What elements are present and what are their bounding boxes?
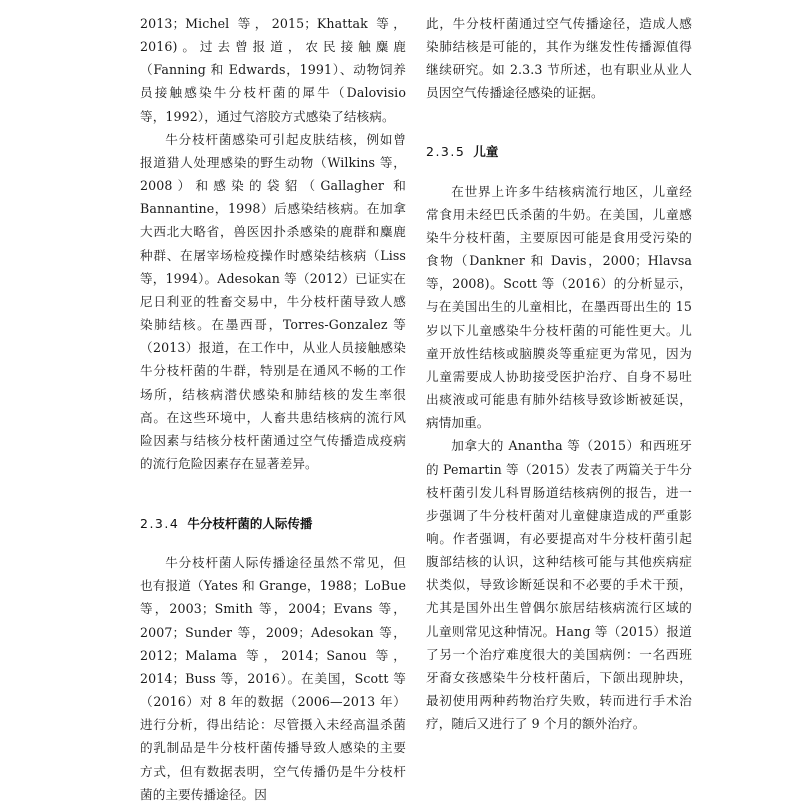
- paragraph-human-transmission: 牛分枝杆菌人际传播途径虽然不常见，但也有报道（Yates 和 Grange，1988；LoBue 等，2003；Smith 等，2004；Evans 等，2007；Sunder 等，2009；Adesokan 等，2012；Malama 等，2014；Sanou 等，2014；Buss 等，2016）。在美国，Scott 等（2016）对 8 年的数据（2006—2013 年）进行分析，得出结论：尽管摄入未经高温杀菌的乳制品是牛分枝杆菌传播导致人感染的主要方式，但有数据表明，空气传播仍是牛分枝杆菌的主要传播途径。因: [140, 555, 406, 802]
- paragraph-children-b: 加拿大的 Anantha 等（2015）和西班牙的 Pemartin 等（2015）发表了两篇关于牛分枝杆菌引发儿科胃肠道结核病例的报告，进一步强调了牛分枝杆菌对儿童健康造成的严重影响。作者强调，有必要提高对牛分枝杆菌引起腹部结核的认识，这种结核可能与其他疾病症状类似，导致诊断延误和不必要的手术干预，尤其是国外出生曾偶尔旅居结核病流行区域的儿童则常见这种情况。Hang 等（2015）报道了另一个治疗难度很大的美国病例：一名西班牙裔女孩感染牛分枝杆菌后，下颌出现肿块，最初使用两种药物治疗失败，转而进行手术治疗，随后又进行了 9 个月的额外治疗。: [426, 438, 692, 732]
- section-number: 2.3.4: [140, 516, 180, 532]
- section-heading-2-3-5: [426, 142, 692, 162]
- paragraph-continued-right: 此，牛分枝杆菌通过空气传播途径，造成人感染肺结核是可能的，其作为继发性传播源值得继续研究。如 2.3.3 节所述，也有职业从业人员因空气传播途径感染的证据。: [426, 16, 692, 101]
- section-number: 2.3.5: [426, 143, 466, 159]
- section-heading-2-3-4: [140, 514, 406, 534]
- section-title: 儿童: [473, 143, 499, 159]
- paragraph-children-a: 在世界上许多牛结核病流行地区，儿童经常食用未经巴氏杀菌的牛奶。在美国，儿童感染牛分枝杆菌，主要原因可能是食用受污染的食物（Dankner 和 Davis，2000；Hlavsa 等，2008)。Scott 等（2016）的分析显示，与在美国出生的儿童相比，在墨西哥出生的 15 岁以下儿童感染牛分枝杆菌的可能性更大。儿童开放性结核或脑膜炎等重症更为常见，因为儿童需要成人协助接受医护治疗、自身不易吐出痰液或可能患有肺外结核导致诊断被延误，病情加重。: [426, 183, 692, 431]
- left-column: [140, 12, 406, 806]
- section-title: 牛分枝杆菌的人际传播: [187, 516, 313, 532]
- paragraph-continued-left: 2013；Michel 等，2015；Khattak 等，2016)。过去曾报道，农民接触麋鹿（Fanning 和 Edwards，1991）、动物饲养员接触感染牛分枝杆菌的犀牛（Dalovisio 等，1992），通过气溶胶方式感染了结核病。: [140, 16, 406, 124]
- paragraph-skin-tuberculosis: 牛分枝杆菌感染可引起皮肤结核，例如曾报道猎人处理感染的野生动物（Wilkins 等，2008）和感染的袋貂（Gallagher 和 Bannantine，1998）后感染结核病。在加拿大西北大略省，兽医因扑杀感染的鹿群和麋鹿种群、在屠宰场检疫操作时感染结核病（Liss 等，1994）。Adesokan 等（2012）已证实在尼日利亚的牲畜交易中，牛分枝杆菌导致人感染肺结核。在墨西哥，Torres-Gonzalez 等（2013）报道，在工作中，从业人员接触感染牛分枝杆菌的牛群，特别是在通风不畅的工作场所，结核病潜伏感染和肺结核的发生率很高。在这些环境中，人畜共患结核病的流行风险因素与结核分枝杆菌通过空气传播造成疫病的流行危险因素存在显著差异。: [140, 131, 406, 471]
- right-column: [426, 12, 692, 735]
